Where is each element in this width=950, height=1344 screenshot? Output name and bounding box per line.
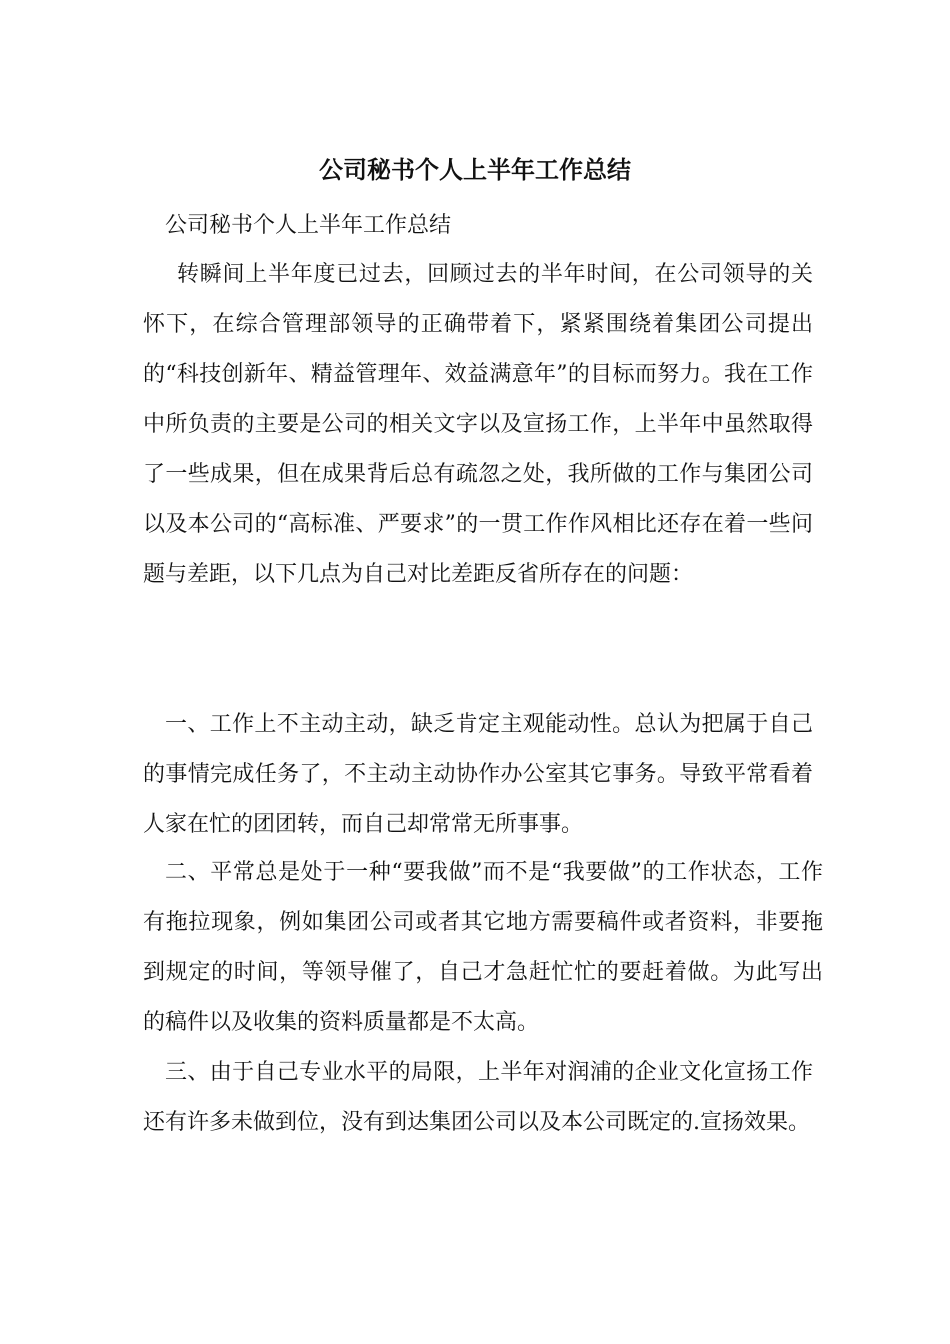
paragraph-point-one: 一、工作上不主动主动，缺乏肯定主观能动性。总认为把属于自己的事情完成任务了，不主动主动协作办公室其它事务。导致平常看着人家在忙的团团转，而自己却常常无所事事。 — [143, 712, 813, 837]
paragraph-point-three: 三、由于自己专业水平的局限，上半年对润浦的企业文化宣扬工作还有许多未做到位，没有到达集团公司以及本公司既定的.宣扬效果。 — [143, 1060, 813, 1135]
paragraph-point-two: 二、平常总是处于一种“要我做”而不是“我要做”的工作状态，工作有拖拉现象，例如集团公司或者其它地方需要稿件或者资料，非要拖到规定的时间，等领导催了，自己才急赶忙忙的要赶着做。为此写出的稿件以及收集的资料质量都是不太高。 — [143, 860, 823, 1035]
paragraph-intro: 转瞬间上半年度已过去，回顾过去的半年时间，在公司领导的关怀下，在综合管理部领导的正确带着下，紧紧围绕着集团公司提出的“科技创新年、精益管理年、效益满意年”的目标而努力。我在工作中所负责的主要是公司的相关文字以及宣扬工作，上半年中虽然取得了一些成果，但在成果背后总有疏忽之处，我所做的工作与集团公司以及本公司的“高标准、严要求”的一贯工作作风相比还存在着一些问题与差距，以下几点为自己对比差距反省所存在的问题： — [143, 262, 813, 587]
document-title: 公司秘书个人上半年工作总结 — [319, 155, 631, 184]
document-subtitle: 公司秘书个人上半年工作总结 — [165, 213, 452, 238]
